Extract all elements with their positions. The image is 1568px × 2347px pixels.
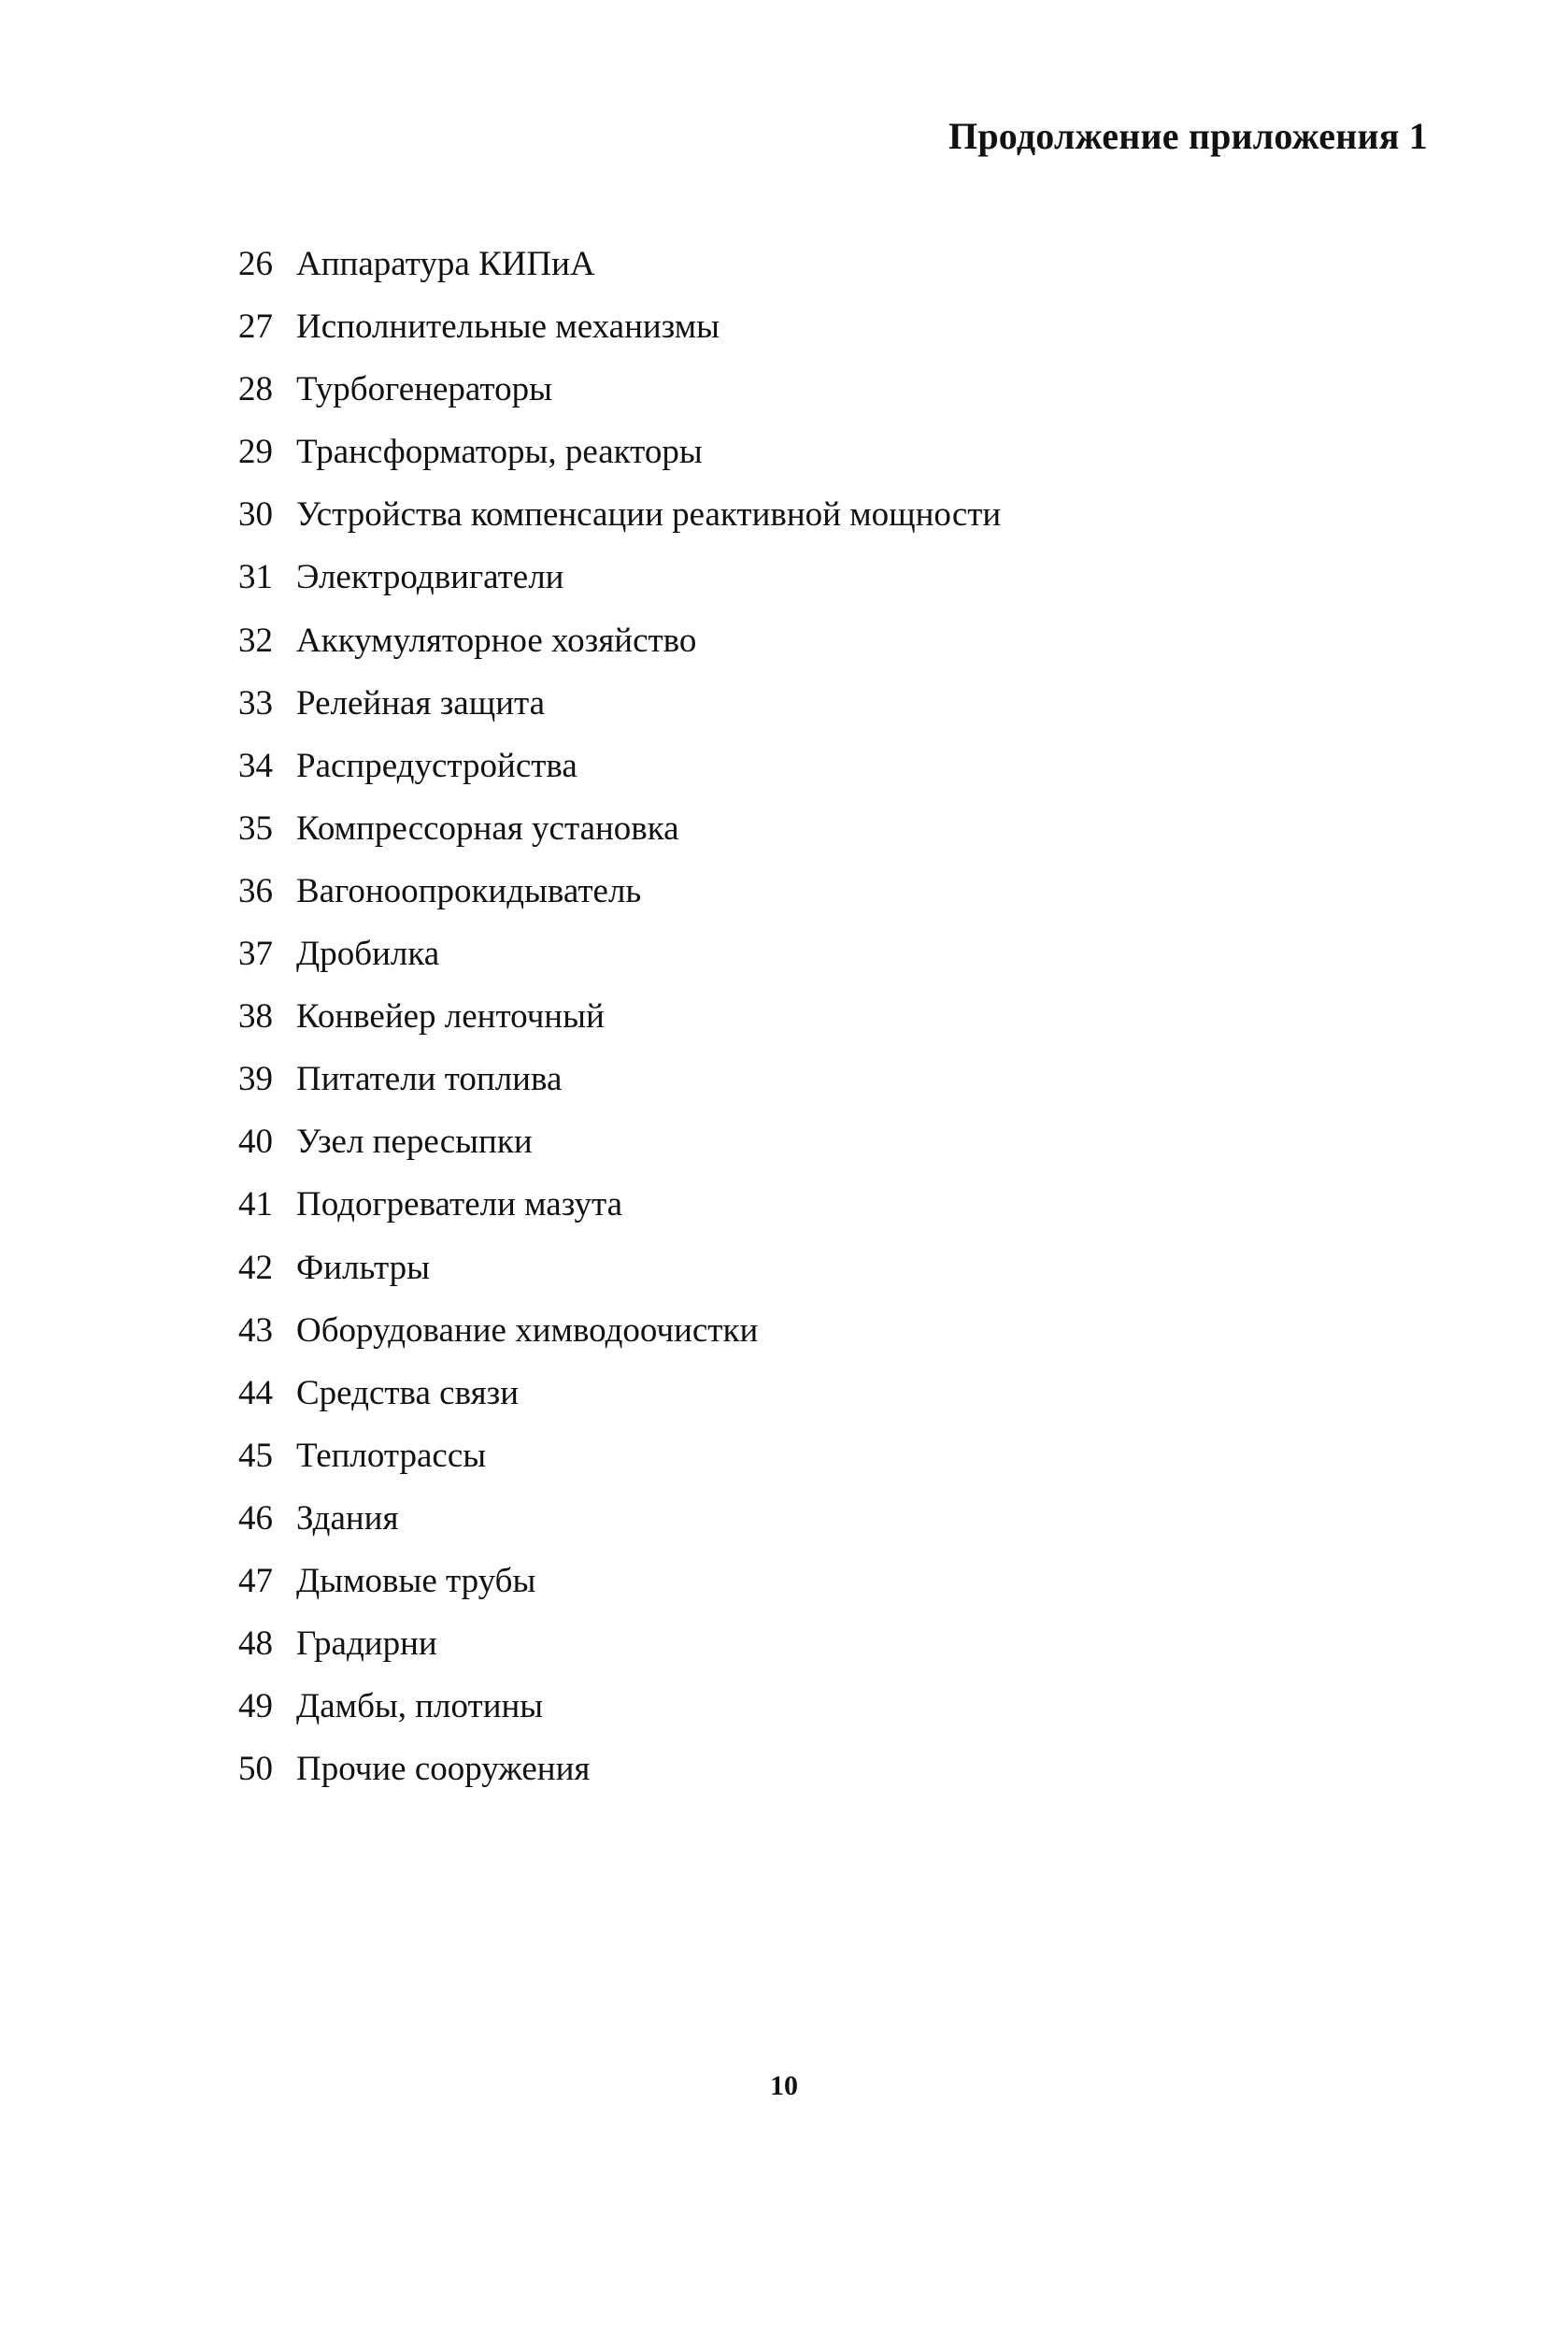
item-text: Подогреватели мазута [296,1185,623,1224]
list-item [238,1495,1001,1557]
list-item [238,1118,1001,1181]
list-item [238,1307,1001,1369]
item-number: 41 [238,1185,273,1224]
item-text: Распредустройства [296,746,577,785]
item-number: 30 [238,495,273,535]
item-text: Оборудование химводоочистки [296,1310,759,1350]
list-item [238,1745,1001,1808]
item-number: 37 [238,935,273,974]
item-number: 38 [238,997,273,1037]
item-text: Дробилка [296,935,440,974]
list-item [238,1181,1001,1243]
item-number: 29 [238,433,273,472]
item-number: 28 [238,370,273,409]
page-number: 10 [770,2070,798,2101]
item-number: 50 [238,1750,273,1789]
item-text: Градирни [296,1624,437,1664]
list-item [238,930,1001,993]
item-number: 27 [238,308,273,347]
item-text: Исполнительные механизмы [296,308,720,347]
item-text: Релейная защита [296,683,546,723]
list-item [238,240,1001,303]
item-text: Дымовые трубы [296,1561,536,1600]
item-number: 34 [238,746,273,785]
list-item [238,617,1001,680]
item-number: 33 [238,683,273,723]
item-number: 46 [238,1498,273,1538]
item-number: 36 [238,871,273,910]
item-text: Фильтры [296,1248,430,1287]
item-text: Аппаратура КИПиА [296,245,595,283]
list-item [238,1055,1001,1118]
list-item [238,1682,1001,1745]
list-item [238,365,1001,428]
list-item [238,1557,1001,1620]
item-text: Питатели топлива [296,1060,563,1099]
item-text: Здания [296,1498,399,1538]
list-item [238,491,1001,553]
item-number: 43 [238,1310,273,1350]
list-item [238,742,1001,805]
list-item [238,553,1001,616]
item-number: 32 [238,621,273,660]
item-number: 47 [238,1561,273,1600]
item-number: 44 [238,1373,273,1412]
item-number: 26 [238,245,273,283]
item-text: Электродвигатели [296,558,564,597]
list-item [238,1432,1001,1495]
item-text: Компрессорная установка [296,809,679,848]
item-text: Теплотрассы [296,1436,487,1475]
list-item [238,1244,1001,1307]
item-number: 48 [238,1624,273,1664]
list-item [238,867,1001,930]
item-text: Прочие сооружения [296,1750,591,1789]
item-text: Конвейер ленточный [296,997,605,1037]
list-item [238,1369,1001,1432]
item-text: Трансформаторы, реакторы [296,433,703,472]
item-number: 31 [238,558,273,597]
list-item [238,680,1001,742]
list-item [238,1620,1001,1682]
equipment-list [238,240,1001,1808]
list-item [238,428,1001,491]
appendix-continuation-heading: Продолжение приложения 1 [948,115,1428,157]
item-text: Узел пересыпки [296,1123,533,1162]
item-text: Средства связи [296,1373,520,1412]
item-number: 39 [238,1060,273,1099]
item-number: 42 [238,1248,273,1287]
item-text: Турбогенераторы [296,370,552,409]
item-number: 40 [238,1123,273,1162]
item-text: Дамбы, плотины [296,1687,544,1726]
item-text: Аккумуляторное хозяйство [296,621,697,660]
list-item [238,303,1001,365]
list-item [238,805,1001,867]
item-text: Вагоноопрокидыватель [296,871,642,910]
item-number: 35 [238,809,273,848]
item-number: 49 [238,1687,273,1726]
item-text: Устройства компенсации реактивной мощности [296,495,1002,535]
list-item [238,993,1001,1055]
item-number: 45 [238,1436,273,1475]
